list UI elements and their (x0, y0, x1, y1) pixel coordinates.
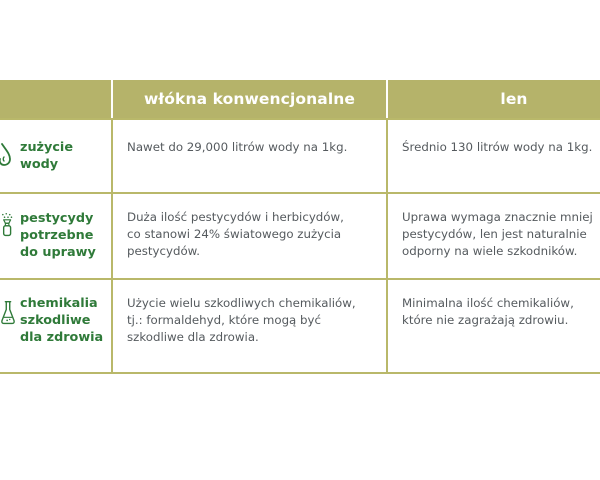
row-label-cell (0, 280, 111, 372)
table-row-pesticides (0, 192, 600, 278)
water-drop-icon (0, 142, 16, 168)
comparison-table (0, 80, 600, 374)
header-conventional-cell (111, 80, 386, 118)
row-chemicals-linen: Minimalna ilość chemikaliów, które nie zagrażają zdrowiu. (402, 296, 574, 327)
row-chemicals-conventional: Użycie wielu szkodliwych chemikaliów, tj.: formaldehyd, które mogą być szkodliwe dla zdrowia. (127, 296, 356, 344)
row-pesticides-conventional: Duża ilość pestycydów i herbicydów, co stanowi 24% światowego zużycia pestycydów. (127, 210, 344, 258)
spray-bottle-icon (0, 212, 16, 238)
row-pesticides-linen-cell (386, 194, 600, 278)
header-linen-cell (386, 80, 600, 118)
row-water-conventional: Nawet do 29,000 litrów wody na 1kg. (127, 140, 348, 154)
row-label-chemicals: chemikalia szkodliwe dla zdrowia (20, 296, 104, 345)
row-label-pesticides: pestycydy potrzebne do uprawy (20, 211, 96, 260)
table-header-row (0, 80, 600, 118)
row-chemicals-conventional-cell (111, 280, 386, 372)
row-label-cell (0, 120, 111, 192)
table-row-water (0, 118, 600, 192)
row-pesticides-conventional-cell (111, 194, 386, 278)
table-row-chemicals (0, 278, 600, 372)
flask-icon (0, 300, 16, 326)
row-pesticides-linen: Uprawa wymaga znacznie mniej pestycydów, len jest naturalnie odporny na wiele szkodników. (402, 210, 593, 258)
row-water-linen-cell (386, 120, 600, 192)
header-linen: len (500, 90, 528, 108)
row-chemicals-linen-cell (386, 280, 600, 372)
row-label-cell (0, 194, 111, 278)
header-conventional: włókna konwencjonalne (144, 90, 355, 108)
row-water-linen: Średnio 130 litrów wody na 1kg. (402, 140, 593, 154)
header-empty-cell (0, 80, 111, 118)
row-label-water: zużycie wody (20, 140, 73, 172)
row-water-conventional-cell (111, 120, 386, 192)
